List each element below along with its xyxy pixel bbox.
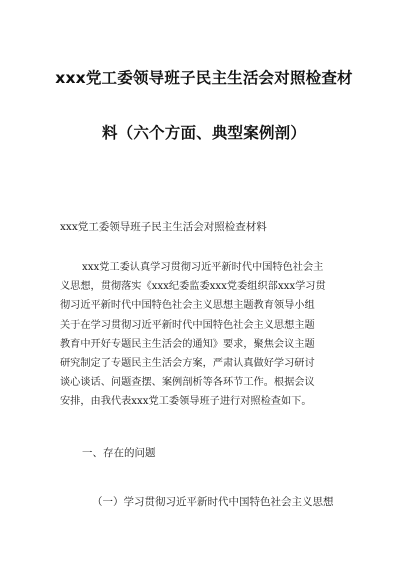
- subsection-heading: （一）学习贯彻习近平新时代中国特色社会主义思想: [92, 496, 334, 508]
- section-heading: 一、存在的问题: [82, 447, 156, 459]
- document-subtitle: xxx党工委领导班子民主生活会对照检查材料: [60, 221, 267, 233]
- document-title-line-2: 料（六个方面、典型案例剖）: [101, 124, 307, 142]
- document-title-line-1: xxx党工委领导班子民主生活会对照检查材: [55, 69, 353, 87]
- body-line: xxx党工委认真学习贯彻习近平新时代中国特色社会主: [82, 262, 324, 273]
- body-line: 教育中开好专题民主生活会的通知》要求，聚焦会议主题: [60, 338, 315, 350]
- body-line: 研究制定了专题民主生活会方案，严肃认真做好学习研讨: [60, 358, 315, 370]
- body-line: 彻习近平新时代中国特色社会主义思想主题教育领导小组: [60, 300, 315, 312]
- body-line: 关于在学习贯彻习近平新时代中国特色社会主义思想主题: [60, 319, 315, 331]
- body-line: 安排，由我代表xxx党工委领导班子进行对照检查如下。: [60, 396, 312, 408]
- body-line: 义思想，贯彻落实《xxx纪委监委xxx党委组织部xxx学习贯: [60, 281, 326, 293]
- body-paragraph: [60, 258, 352, 412]
- body-line: 谈心谈话、问题查摆、案例剖析等各环节工作。根据会议: [60, 377, 315, 389]
